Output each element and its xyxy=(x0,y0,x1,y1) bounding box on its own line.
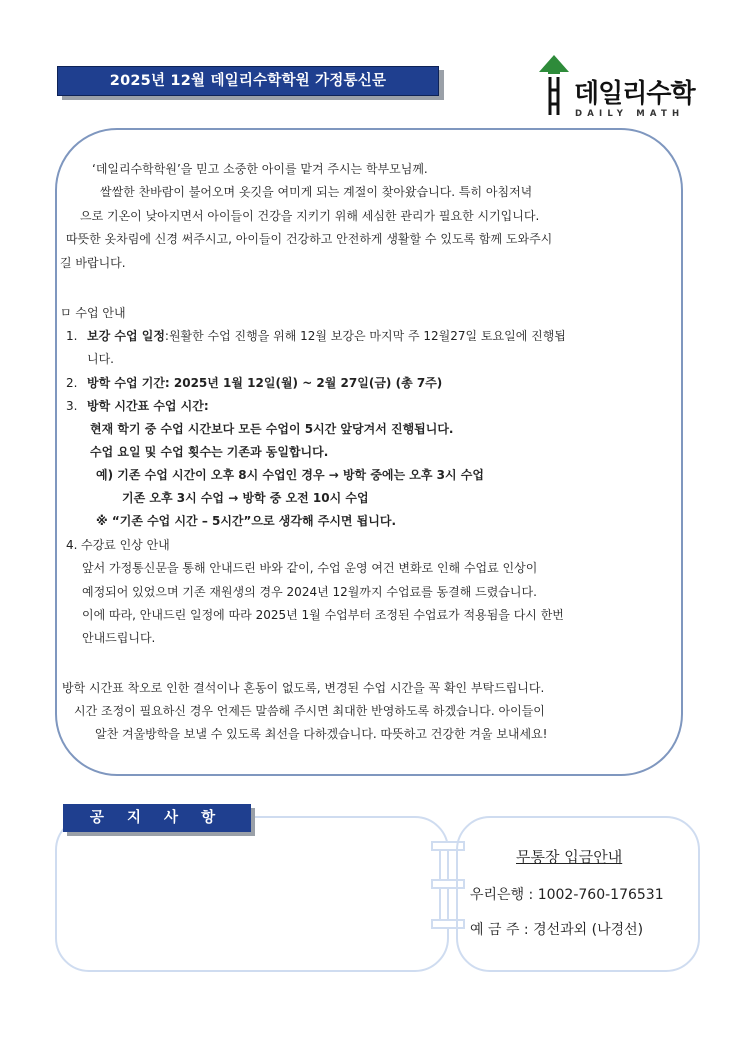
closing-line: 시간 조정이 필요하신 경우 언제든 말씀해 주시면 최대한 반영하도록 하겠습니다. 아이들이 xyxy=(74,704,545,718)
bank-title: 무통장 입금안내 xyxy=(516,848,623,866)
letter-line: 따뜻한 옷차림에 신경 써주시고, 아이들이 건강하고 안전하게 생활할 수 있도록 함께 도와주시 xyxy=(66,232,553,246)
item-number: 4. xyxy=(66,538,78,552)
class-item-1 xyxy=(87,325,566,348)
class-item-3-line: 현재 학기 중 수업 시간보다 모든 수업이 5시간 앞당겨서 진행됩니다. xyxy=(90,422,454,436)
class-item-4: 수강료 인상 안내 xyxy=(81,538,170,552)
class-item-4-line: 앞서 가정통신문을 통해 안내드린 바와 같이, 수업 운영 여건 변화로 인해 수업료 인상이 xyxy=(82,561,538,575)
class-item-3-example: 예) 기존 수업 시간이 오후 8시 수업인 경우 → 방학 중에는 오후 3시 수업 xyxy=(96,468,484,482)
notice-box xyxy=(55,816,449,972)
class-info-heading: ㅁ 수업 안내 xyxy=(60,306,126,320)
item-label: 보강 수업 일정 xyxy=(87,329,165,343)
page-title: 2025년 12월 데일리수학학원 가정통신문 xyxy=(57,66,439,96)
class-item-4-line: 안내드립니다. xyxy=(82,631,156,645)
item-number: 2. xyxy=(66,376,78,390)
notice-title: 공 지 사 항 xyxy=(63,804,251,832)
logo-subtitle: DAILY MATH xyxy=(575,109,685,119)
letter-line: 길 바랍니다. xyxy=(60,256,126,270)
logo-text: 데일리수학 xyxy=(574,79,695,109)
letter-line: 쌀쌀한 찬바람이 불어오며 옷깃을 여미게 되는 계절이 찾아왔습니다. 특히 아침저녁 xyxy=(100,185,533,199)
class-item-3-example: 기존 오후 3시 수업 → 방학 중 오전 10시 수업 xyxy=(122,491,369,505)
class-item-1-cont: 니다. xyxy=(87,352,114,366)
closing-line: 알찬 겨울방학을 보낼 수 있도록 최선을 다하겠습니다. 따뜻하고 건강한 겨울 보내세요! xyxy=(95,727,548,741)
class-item-4-line: 이에 따라, 안내드린 일정에 따라 2025년 1월 수업부터 조정된 수업료가 적용됨을 다시 한번 xyxy=(82,608,564,622)
class-item-2: 방학 수업 기간: 2025년 1월 12일(월) ~ 2월 27일(금) (총 7주) xyxy=(87,376,443,390)
class-item-3: 방학 시간표 수업 시간: xyxy=(87,399,209,413)
bank-account: 우리은행 : 1002-760-176531 xyxy=(470,887,664,903)
item-number: 1. xyxy=(66,329,78,343)
account-holder: 예 금 주 : 경선과외 (나경선) xyxy=(470,922,644,938)
item-text: :원활한 수업 진행을 위해 12월 보강은 마지막 주 12월27일 토요일에 진행됩 xyxy=(164,329,566,343)
letter-line: 으로 기온이 낮아지면서 아이들이 건강을 지키기 위해 세심한 관리가 필요한 시기입니다. xyxy=(80,209,540,223)
closing-line: 방학 시간표 착오로 인한 결석이나 혼동이 없도록, 변경된 수업 시간을 꼭 확인 부탁드립니다. xyxy=(62,681,545,695)
class-item-3-line: 수업 요일 및 수업 횟수는 기존과 동일합니다. xyxy=(90,445,329,459)
class-item-4-line: 예정되어 있었으며 기존 재원생의 경우 2024년 12월까지 수업료를 동결해 드렸습니다. xyxy=(82,585,537,599)
letter-line: ‘데일리수학학원’을 믿고 소중한 아이를 맡겨 주시는 학부모님께. xyxy=(92,162,428,176)
item-number: 3. xyxy=(66,399,78,413)
class-item-3-note: ※ “기존 수업 시간 – 5시간”으로 생각해 주시면 됩니다. xyxy=(96,514,397,528)
